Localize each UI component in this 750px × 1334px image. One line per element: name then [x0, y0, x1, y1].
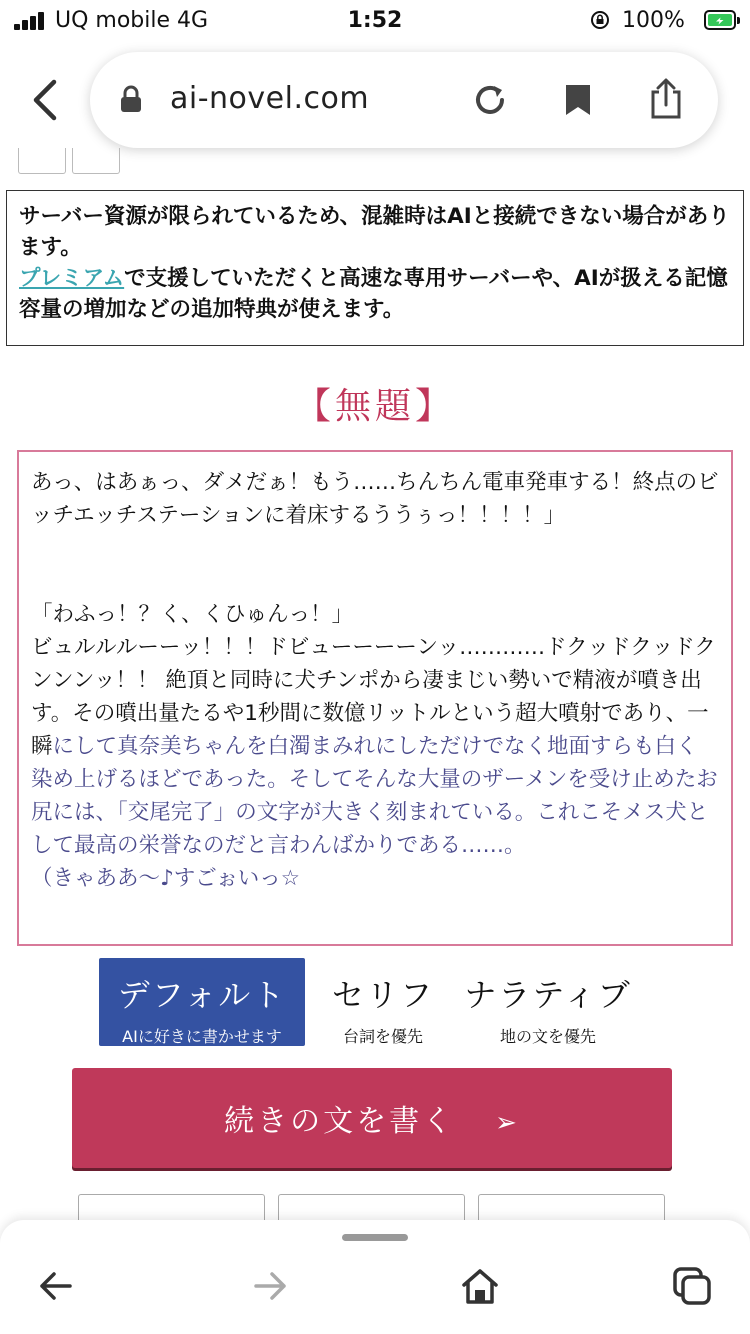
story-title[interactable]: 【無題】 [294, 386, 455, 427]
write-button-label: 続きの文を書く [224, 1104, 456, 1139]
carrier-label: UQ mobile 4G [55, 8, 209, 33]
notice-line-2: で支援していただくと高速な専用サーバーや、AIが扱える記憶容量の増加などの追加特典が使えます。 [19, 266, 728, 322]
mode-label: セリフ [331, 976, 434, 1014]
story-editor[interactable] [17, 450, 733, 946]
mode-sub-label: 台詞を優先 [342, 1027, 423, 1046]
sheet-grabber[interactable] [342, 1234, 408, 1241]
mode-default-button[interactable] [99, 958, 305, 1046]
browser-toolbar [0, 1220, 750, 1334]
story-ai-text: にして真奈美ちゃんを白濁まみれにしただけでなく地面すらも白く染め上げるほどであった。そしてそんな大量のザーメンを受け止めたお尻には、「交尾完了」の文字が大きく刻まれている。これこそメス犬として最高の栄誉なのだと言わんばかりである……。 （きゃああ〜♪すごぉいっ☆ [31, 734, 718, 891]
browser-back-chevron-icon[interactable] [28, 76, 62, 124]
mode-label: ナラティブ [464, 976, 632, 1014]
tabs-icon[interactable] [672, 1266, 712, 1306]
partial-button[interactable] [72, 148, 120, 174]
mode-serif-button[interactable] [310, 958, 456, 1046]
premium-link[interactable]: プレミアム [19, 266, 125, 291]
write-continuation-button[interactable] [72, 1068, 672, 1168]
battery-icon [704, 10, 736, 30]
status-bar [0, 0, 750, 42]
back-arrow-icon[interactable] [36, 1266, 76, 1306]
mode-sub-label: AIに好きに書かせます [122, 1027, 282, 1046]
battery-percent: 100% [622, 8, 685, 33]
rotation-lock-icon [590, 10, 610, 30]
server-notice [6, 190, 744, 346]
bookmark-icon[interactable] [564, 83, 592, 117]
notice-line-1: サーバー資源が限られているため、混雑時はAIと接続できない場合があります。 [19, 204, 730, 260]
send-arrow-icon: ➢ [495, 1108, 520, 1138]
status-time: 1:52 [347, 8, 403, 33]
home-icon[interactable] [460, 1266, 500, 1306]
mode-sub-label: 地の文を優先 [499, 1027, 596, 1046]
mode-label: デフォルト [117, 976, 287, 1014]
url-text[interactable]: ai-novel.com [170, 81, 370, 116]
story-user-text: あっ、はあぁっ、ダメだぁ！もう……ちんちん電車発車する！終点のビッチエッチステーションに着床するううぅっ！！！！」 「わふっ！？く、くひゅんっ！」 ビュルルルーーッ！！！ドビューーーーンッ…………ドクッドクッドクンンンッ！！ 絶頂と同時に犬チンポから凄まじい勢いで精液が噴き出す。その噴出量たるや1秒間に数億リットルという超大噴射であり、一瞬 [31, 470, 719, 759]
address-bar[interactable] [90, 52, 718, 148]
forward-arrow-icon[interactable] [250, 1266, 290, 1306]
lock-icon [120, 85, 142, 113]
mode-narrative-button[interactable] [462, 958, 634, 1046]
share-icon[interactable] [648, 78, 684, 120]
reload-icon[interactable] [472, 82, 508, 118]
partial-button[interactable] [18, 148, 66, 174]
